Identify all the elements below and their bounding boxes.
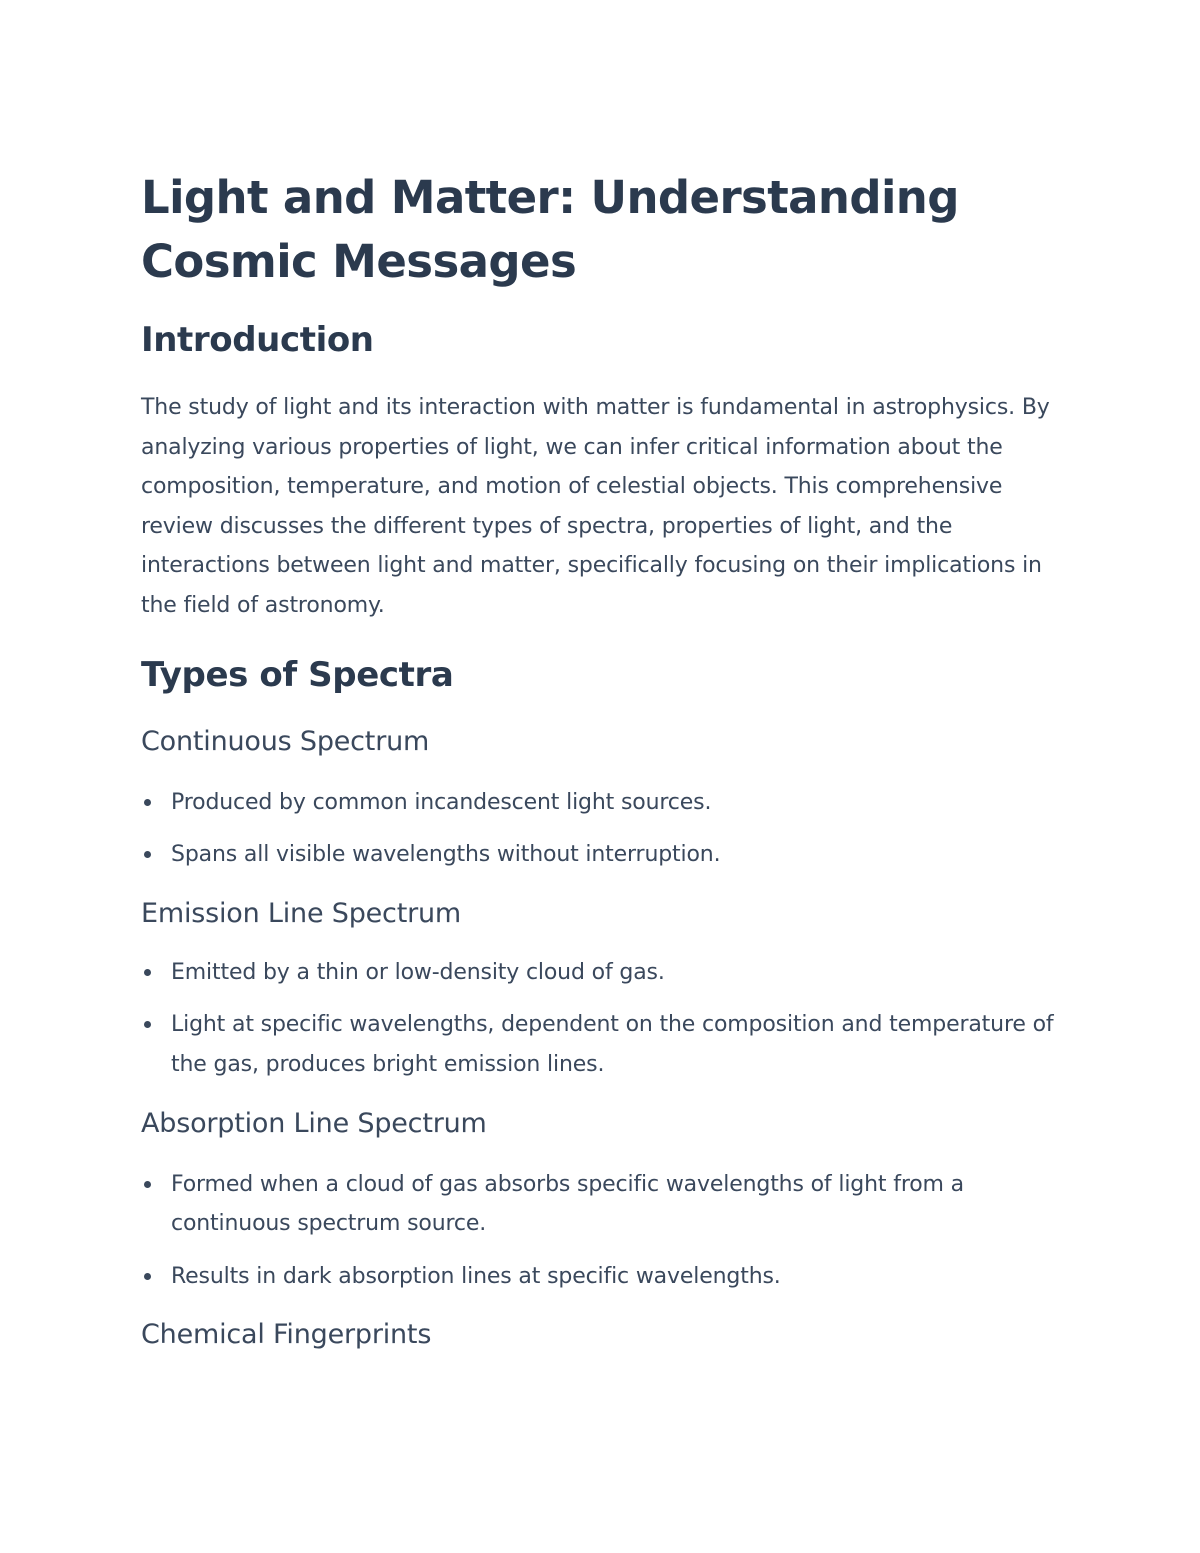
bullet-icon <box>144 969 151 976</box>
list-item-text: Produced by common incandescent light sources. <box>171 789 712 815</box>
list-item <box>141 1005 1061 1084</box>
heading-absorption-line-spectrum: Absorption Line Spectrum <box>141 1107 487 1139</box>
list-item <box>141 1165 1061 1244</box>
list-item-text: Formed when a cloud of gas absorbs specific wavelengths of light from a continuous spectrum source. <box>171 1171 964 1237</box>
heading-chemical-fingerprints: Chemical Fingerprints <box>141 1319 432 1351</box>
list-item <box>141 835 1061 875</box>
heading-emission-line-spectrum: Emission Line Spectrum <box>141 897 461 929</box>
continuous-spectrum-list <box>141 783 1061 875</box>
list-item <box>141 1257 1061 1297</box>
absorption-line-spectrum-list <box>141 1165 1061 1297</box>
list-item-text: Emitted by a thin or low-density cloud of gas. <box>171 959 665 985</box>
document-page <box>141 166 1061 1352</box>
heading-continuous-spectrum: Continuous Spectrum <box>141 725 430 757</box>
list-item <box>141 783 1061 823</box>
list-item-text: Light at specific wavelengths, dependent on the composition and temperature of the gas, produces bright emission lines. <box>171 1012 1054 1077</box>
list-item-text: Spans all visible wavelengths without interruption. <box>171 842 721 868</box>
heading-types-of-spectra: Types of Spectra <box>141 654 454 695</box>
list-item-text: Results in dark absorption lines at specific wavelengths. <box>171 1263 781 1289</box>
bullet-icon <box>144 1181 151 1188</box>
heading-introduction: Introduction <box>141 320 374 360</box>
list-item <box>141 953 1061 993</box>
introduction-paragraph: The study of light and its interaction with matter is fundamental in astrophysics. By analyzing various properties of light, we can infer critical information about the composition, temperature, and motion of celestial objects. This comprehensive review discusses the different types of spectra, properties of light, and the interactions between light and matter, specifically focusing on their implications in the field of astronomy. <box>141 395 1050 618</box>
document-title: Light and Matter: Understanding Cosmic Messages <box>141 171 959 288</box>
bullet-icon <box>144 1273 151 1280</box>
bullet-icon <box>144 799 151 806</box>
emission-line-spectrum-list <box>141 953 1061 1085</box>
bullet-icon <box>144 1021 151 1028</box>
bullet-icon <box>144 851 151 858</box>
